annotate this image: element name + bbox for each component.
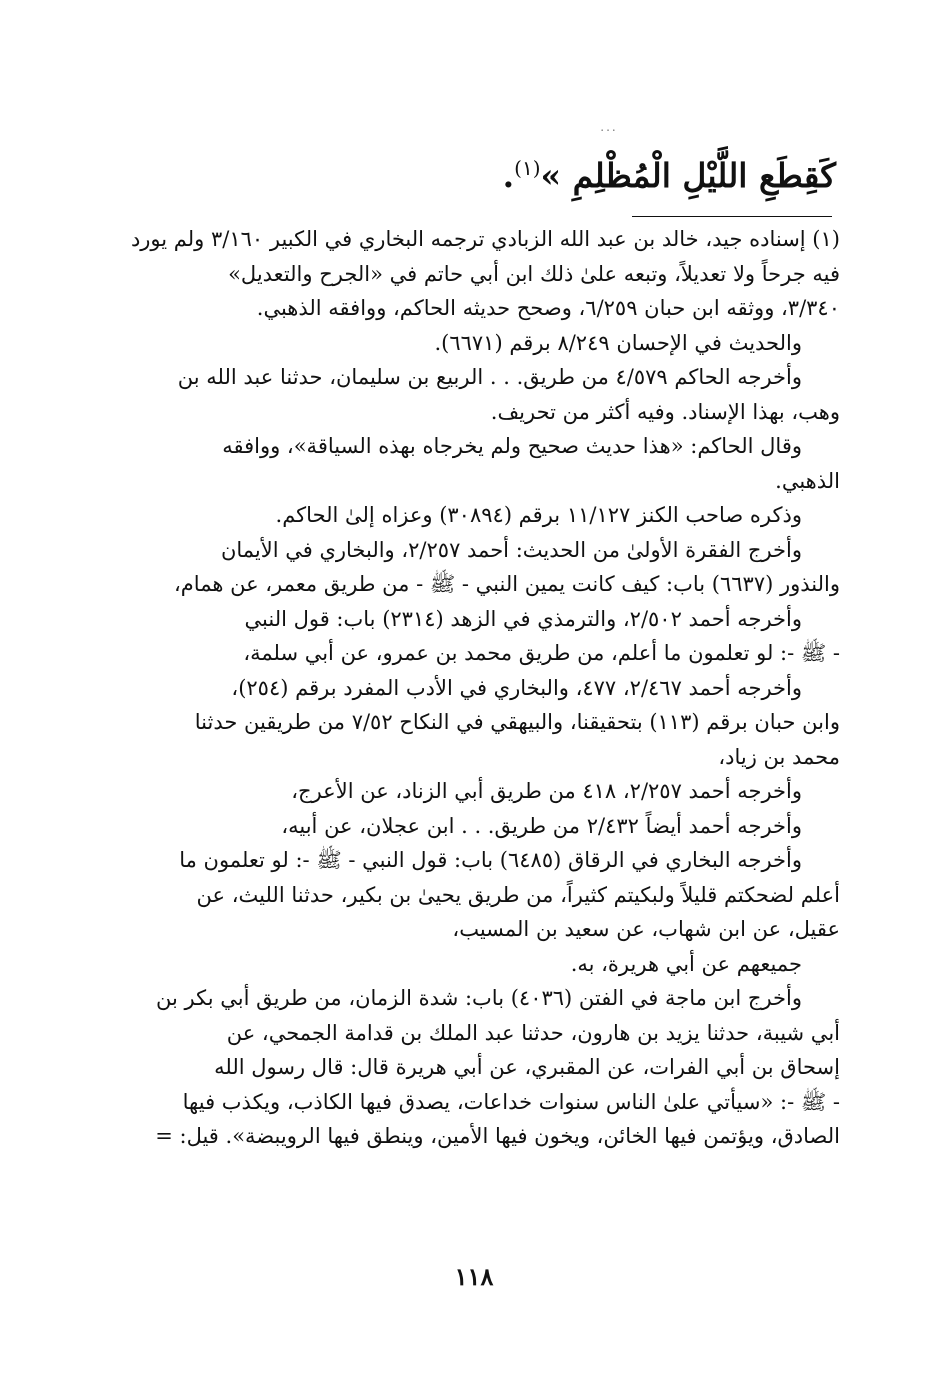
footnote-line: وابن حبان برقم (١١٣) بتحقيقنا، والبيهقي في النكاح ٧/٥٢ من طريقين حدثنا [194, 710, 840, 734]
footnotes-block [120, 222, 840, 1154]
footnote-line: ٣/٣٤٠، ووثقه ابن حبان ٦/٢٥٩، وصحح حديثه الحاكم، ووافقه الذهبي. [256, 296, 840, 320]
footnote-line: أعلم لضحكتم قليلاً ولبكيتم كثيراً، من طريق يحيىٰ بن بكير، حدثنا الليث، عن [196, 882, 840, 907]
footnote-line: - ﷺ -: «سيأتي علىٰ الناس سنوات خداعات، يصدق فيها الكاذب، ويكذب فيها [182, 1089, 840, 1114]
footnote-reference: (١) [514, 156, 541, 180]
footnote-line: وأخرجه أحمد ٢/٢٥٧، ٤١٨ من طريق أبي الزناد، عن الأعرج، [291, 779, 802, 803]
main-text-body: كَقِطَعِ اللَّيْلِ الْمُظْلِمِ » [540, 156, 836, 195]
footnote-line: (١) إسناده جيد، خالد بن عبد الله الزبادي ترجمه البخاري في الكبير ٣/١٦٠ ولم يورد [130, 227, 840, 251]
footnote-line: فيه جرحاً ولا تعديلاً، وتبعه علىٰ ذلك ابن أبي حاتم في «الجرح والتعديل» [228, 261, 840, 286]
footnote-line: وأخرجه أحمد أيضاً ٢/٤٣٢ من طريق. . . ابن عجلان، عن أبيه، [281, 813, 802, 838]
footnote-line: والحديث في الإحسان ٨/٢٤٩ برقم (٦٦٧١). [434, 330, 802, 355]
footnote-line: - ﷺ -: لو تعلمون ما أعلم، من طريق محمد بن عمرو، عن أبي سلمة، [243, 641, 840, 665]
footnote-line: الذهبي. [775, 468, 840, 493]
top-mark: ... [600, 120, 618, 134]
main-text-end: . [502, 156, 515, 195]
footnote-line: وأخرجه الحاكم ٤/٥٧٩ من طريق. . . الربيع بن سليمان، حدثنا عبد الله بن [177, 365, 802, 389]
page-number: ١١٨ [454, 1262, 494, 1291]
footnote-line: وأخرجه البخاري في الرقاق (٦٤٨٥) باب: قول النبي - ﷺ -: لو تعلمون ما [179, 848, 802, 872]
footnote-line: وأخرج الفقرة الأولىٰ من الحديث: أحمد ٢/٢٥٧، والبخاري في الأيمان [220, 537, 802, 562]
footnote-line: وقال الحاكم: «هذا حديث صحيح ولم يخرجاه بهذه السياقة»، ووافقه [222, 434, 802, 458]
footnote-line: الصادق، ويؤتمن فيها الخائن، ويخون فيها الأمين، وينطق فيها الرويبضة». قيل: = [155, 1124, 840, 1148]
footnote-line: وهب، بهذا الإسناد. وفيه أكثر من تحريف. [490, 399, 840, 424]
footnote-line: وأخرجه أحمد ٢/٥٠٢، والترمذي في الزهد (٢٣١٤) باب: قول النبي [244, 606, 802, 631]
footnote-line: والنذور (٦٦٣٧) باب: كيف كانت يمين النبي - ﷺ - من طريق معمر، عن همام، [174, 572, 840, 596]
footnote-line: وأخرجه أحمد ٢/٤٦٧، ٤٧٧، والبخاري في الأدب المفرد برقم (٢٥٤)، [231, 675, 802, 700]
footnote-line: وأخرج ابن ماجة في الفتن (٤٠٣٦) باب: شدة الزمان، من طريق أبي بكر بن [156, 986, 802, 1010]
footnote-line: أبي شيبة، حدثنا يزيد بن هارون، حدثنا عبد الملك بن قدامة الجمحي، عن [226, 1020, 840, 1045]
footnote-line: وذكره صاحب الكنز ١١/١٢٧ برقم (٣٠٨٩٤) وعزاه إلىٰ الحاكم. [275, 503, 802, 527]
footnote-line: عقيل، عن ابن شهاب، عن سعيد بن المسيب، [452, 917, 840, 941]
main-hadith-text [136, 140, 836, 204]
footnote-line: محمد بن زياد، [718, 744, 840, 769]
footnote-line: جميعهم عن أبي هريرة، به. [570, 951, 802, 976]
footnote-separator [632, 216, 832, 217]
footnote-line: إسحاق بن أبي الفرات، عن المقبري، عن أبي هريرة قال: قال رسول الله [214, 1055, 840, 1079]
